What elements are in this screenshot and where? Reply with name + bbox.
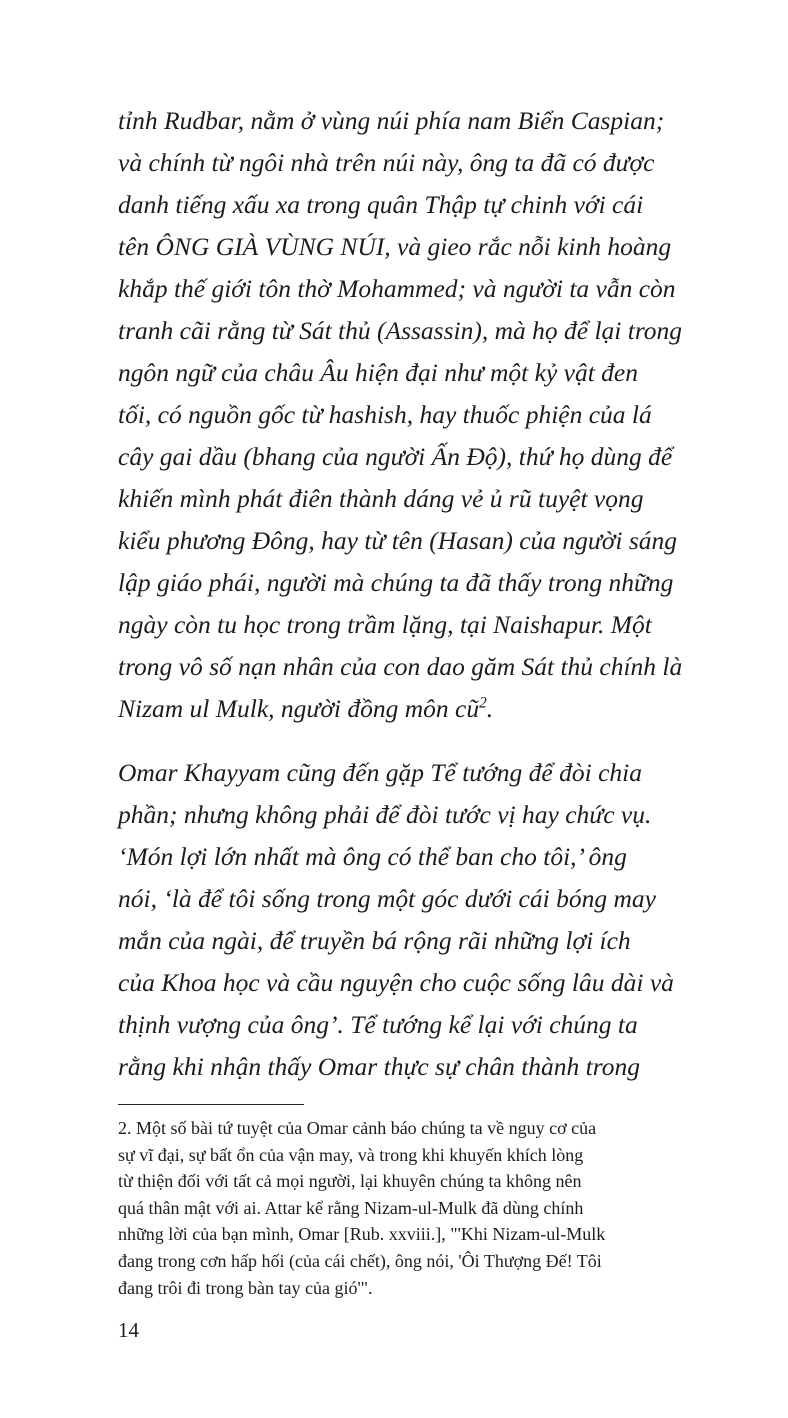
footnote-divider: [118, 1104, 304, 1105]
text-line: danh tiếng xấu xa trong quân Thập tự chinh với cái: [118, 190, 644, 219]
text-line: trong vô số nạn nhân của con dao găm Sát thủ chính là: [118, 652, 683, 681]
text-line: ‘Món lợi lớn nhất mà ông có thể ban cho tôi,’ ông: [118, 842, 627, 871]
text-line: tỉnh Rudbar, nằm ở vùng núi phía nam Biển Caspian;: [118, 106, 665, 135]
text-line-content: Nizam ul Mulk, người đồng môn cũ: [118, 694, 480, 723]
text-line: tranh cãi rằng từ Sát thủ (Assassin), mà họ để lại trong: [118, 316, 683, 345]
text-line: cây gai dầu (bhang của người Ấn Độ), thứ họ dùng để: [118, 442, 673, 471]
footnote: [118, 1115, 678, 1301]
text-line: ngày còn tu học trong trầm lặng, tại Naishapur. Một: [118, 610, 652, 639]
footnote-line: đang trôi đi trong bàn tay của gió'".: [118, 1277, 373, 1298]
footnote-line: những lời của bạn mình, Omar [Rub. xxviii.], "'Khi Nizam-ul-Mulk: [118, 1224, 606, 1245]
footnote-line: đang trong cơn hấp hối (của cái chết), ông nói, 'Ôi Thượng Đế! Tôi: [118, 1250, 602, 1271]
footnote-line: từ thiện đối với tất cả mọi người, lại khuyên chúng ta không nên: [118, 1171, 582, 1192]
text-line: khiến mình phát điên thành dáng vẻ ủ rũ tuyệt vọng: [118, 484, 644, 513]
body-text: [118, 100, 683, 1088]
text-line: khắp thế giới tôn thờ Mohammed; và người ta vẫn còn: [118, 274, 676, 303]
text-line: và chính từ ngôi nhà trên núi này, ông ta đã có được: [118, 148, 655, 177]
text-line: lập giáo phái, người mà chúng ta đã thấy trong những: [118, 568, 674, 597]
text-line: Omar Khayyam cũng đến gặp Tể tướng để đòi chia: [118, 758, 642, 787]
paragraph-spacer: [118, 730, 673, 752]
footnote-line: quá thân mật với ai. Attar kể rằng Nizam-ul-Mulk đã dùng chính: [118, 1197, 584, 1218]
footnote-line: sự vĩ đại, sự bất ổn của vận may, và trong khi khuyến khích lòng: [118, 1144, 584, 1165]
page-number: 14: [118, 1318, 139, 1342]
text-line: ngôn ngữ của châu Âu hiện đại như một kỷ vật đen: [118, 358, 638, 387]
text-line: rằng khi nhận thấy Omar thực sự chân thành trong: [118, 1052, 640, 1081]
text-line-last: [118, 688, 673, 730]
text-line: thịnh vượng của ông’. Tể tướng kể lại với chúng ta: [118, 1010, 638, 1039]
sentence-end: .: [486, 694, 494, 723]
text-line: nói, ‘là để tôi sống trong một góc dưới cái bóng may: [118, 884, 656, 913]
text-line: của Khoa học và cầu nguyện cho cuộc sống lâu dài và: [118, 968, 674, 997]
text-line: mắn của ngài, để truyền bá rộng rãi những lợi ích: [118, 926, 631, 955]
footnote-line: 2. Một số bài tứ tuyệt của Omar cảnh báo chúng ta về nguy cơ của: [118, 1118, 597, 1138]
text-line: tối, có nguồn gốc từ hashish, hay thuốc phiện của lá: [118, 400, 652, 429]
footnote-reference[interactable]: 2: [479, 694, 487, 712]
text-line: tên ÔNG GIÀ VÙNG NÚI, và gieo rắc nỗi kinh hoàng: [118, 232, 672, 261]
text-line: kiểu phương Đông, hay từ tên (Hasan) của người sáng: [118, 526, 678, 555]
paragraph-1: [118, 100, 683, 730]
text-line: phần; nhưng không phải để đòi tước vị hay chức vụ.: [118, 800, 652, 829]
paragraph-2: [118, 752, 673, 1088]
